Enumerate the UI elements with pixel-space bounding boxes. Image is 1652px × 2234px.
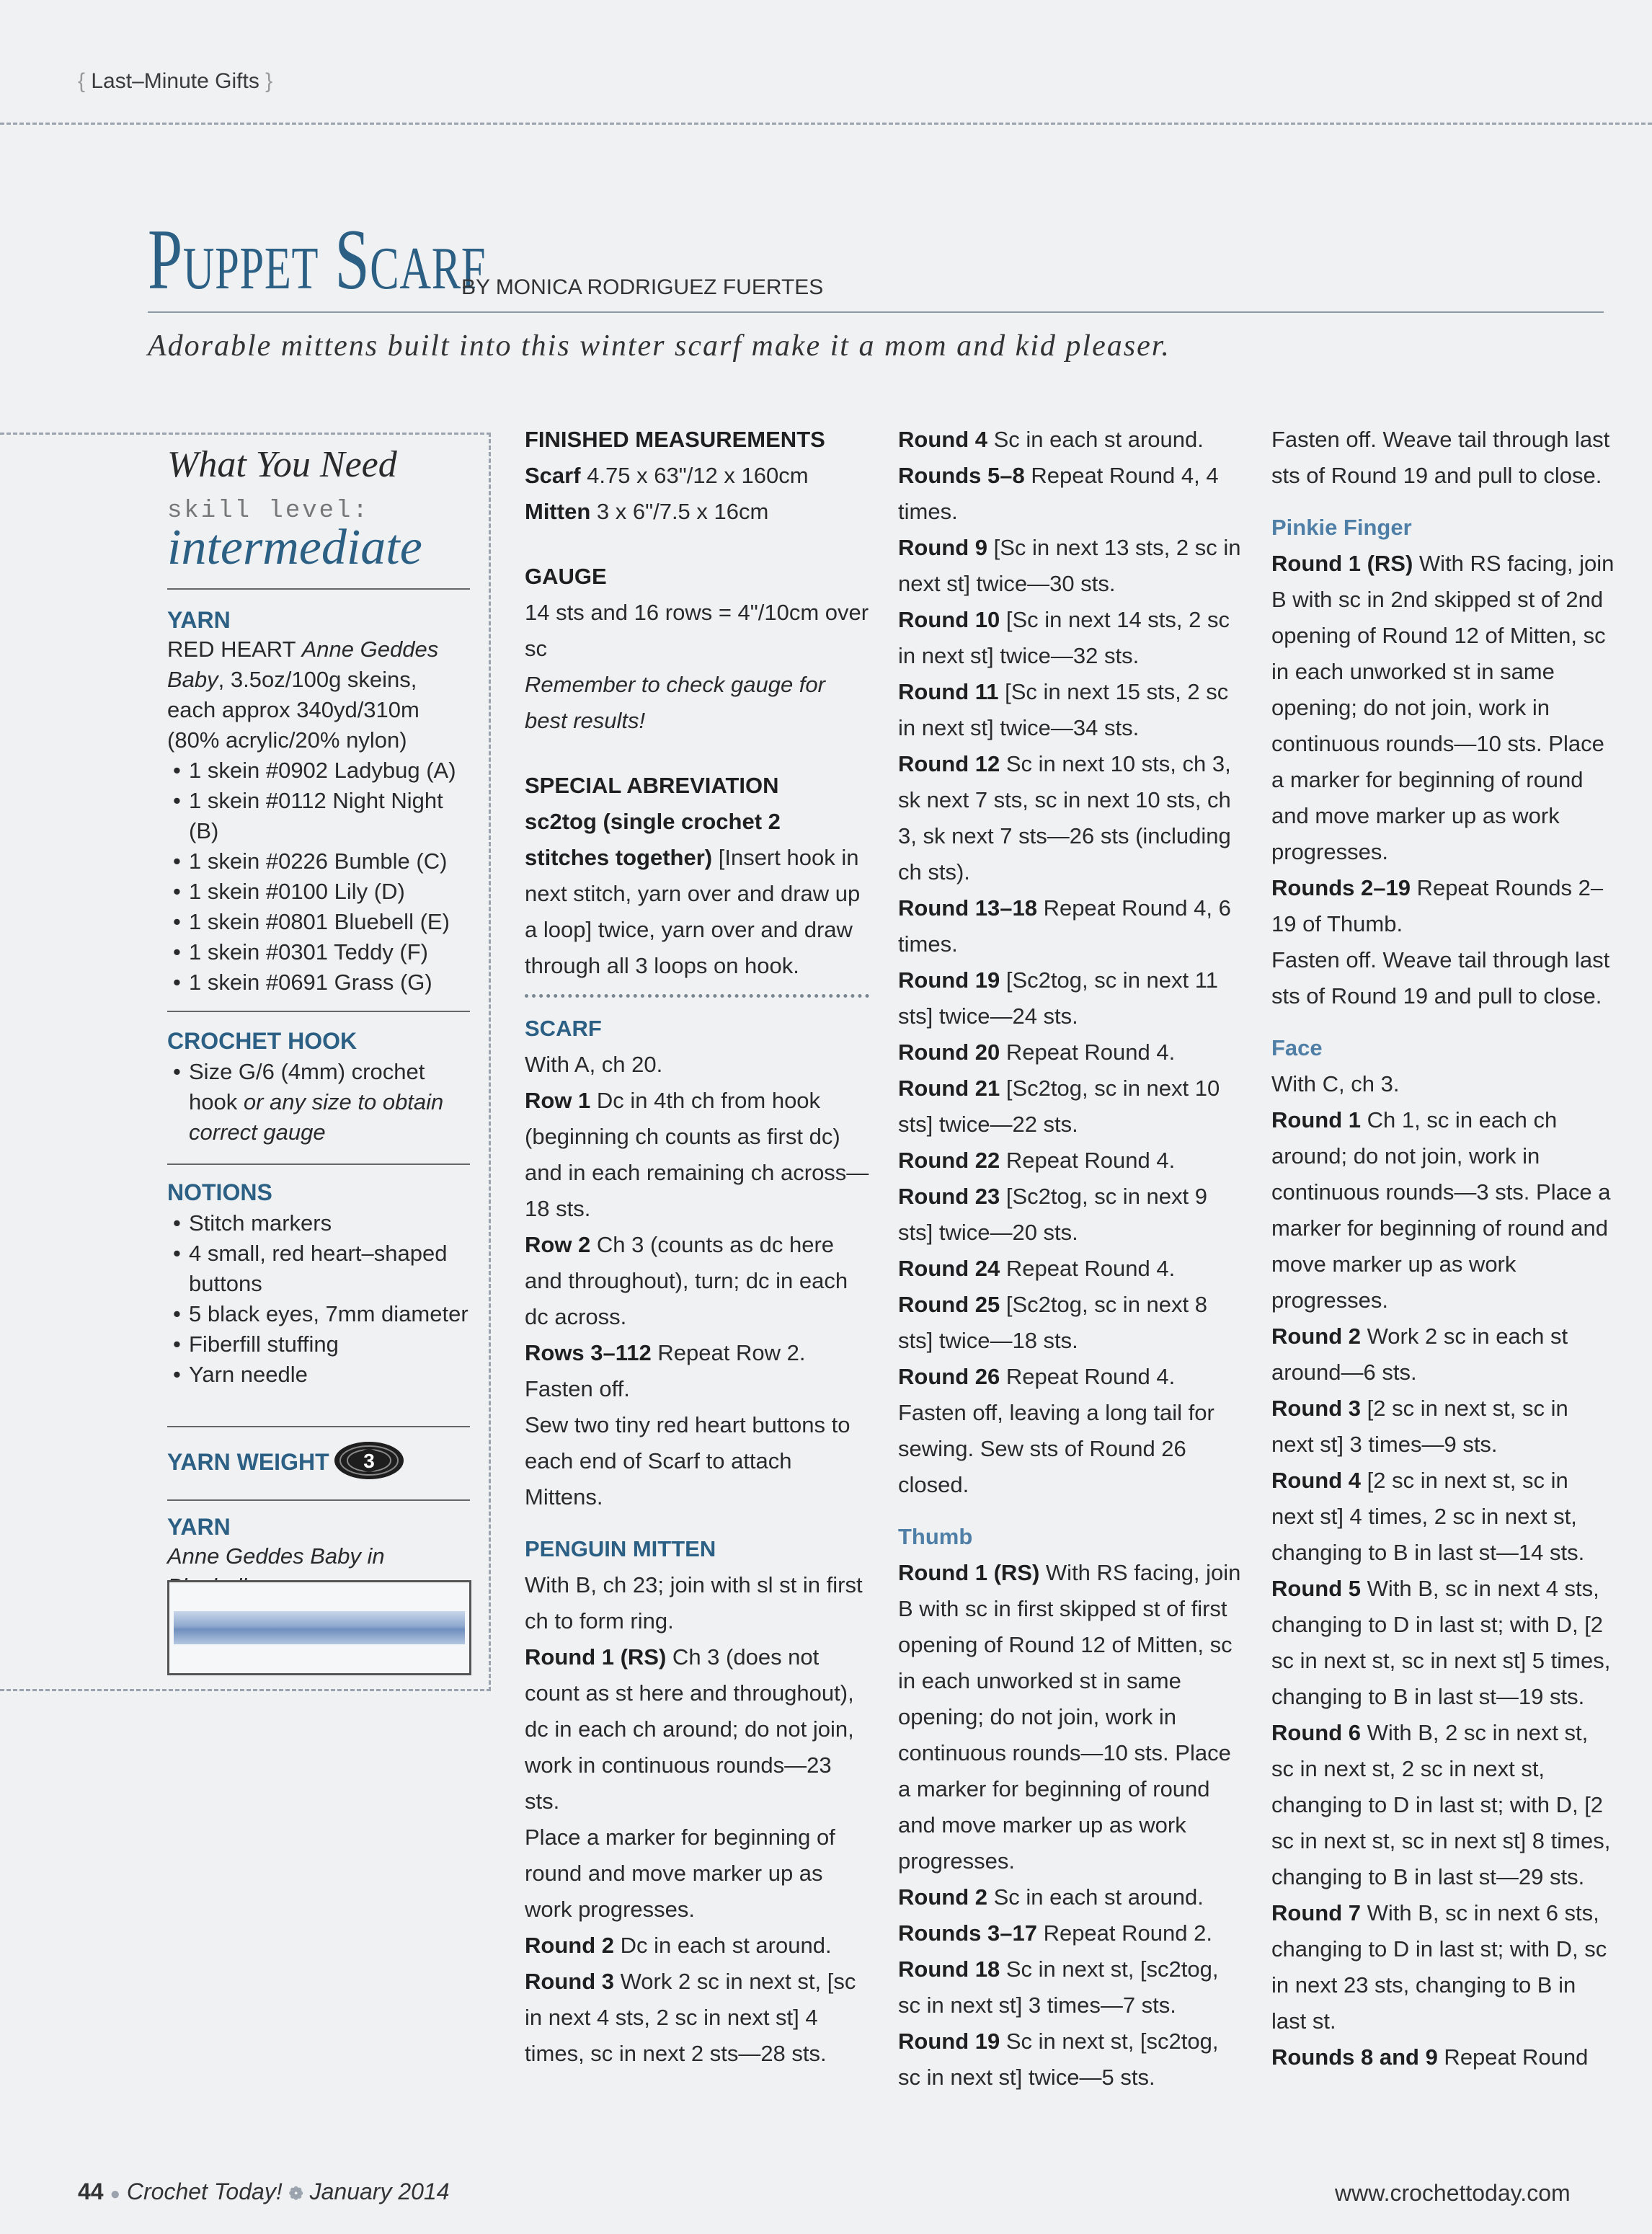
- list-item: • Yarn needle: [167, 1360, 470, 1390]
- hook-note: or any size to obtain correct gauge: [189, 1089, 444, 1145]
- section-name: Last–Minute Gifts: [91, 69, 259, 93]
- abbreviation-text: [525, 804, 869, 984]
- label: Round 5: [1271, 1576, 1361, 1601]
- label: Round 2: [1271, 1324, 1361, 1349]
- label: Round 1 (RS): [1271, 551, 1413, 576]
- instruction: [898, 1143, 1243, 1179]
- bullet-icon: ❁: [288, 2184, 303, 2204]
- list-item: • 1 skein #0226 Bumble (C): [167, 846, 470, 877]
- text: [Sc2tog, sc in next 8 sts] twice—18 sts.: [898, 1292, 1207, 1353]
- instruction: [525, 1964, 869, 2072]
- label: Rounds 2–19: [1271, 875, 1411, 900]
- swatch-caption: Anne Geddes Baby in: [167, 1543, 385, 1569]
- instruction: [525, 1928, 869, 1964]
- instruction: [898, 1915, 1243, 1951]
- instruction: [898, 962, 1243, 1034]
- fasten-off: Fasten off. Weave tail through last sts of Round 19 and pull to close.: [1271, 947, 1610, 1009]
- column-2: [898, 422, 1243, 2096]
- text: Dc in each st around.: [614, 1933, 832, 1958]
- text: With B, 2 sc in next st, sc in next st, 2 sc in next st, changing to D in last st; with D, [2 sc in next st, sc in next st] 8 times, changing to B in last st—29 sts.: [1271, 1720, 1611, 1889]
- text: [Sc in next 15 sts, 2 sc in next st] twice—34 sts.: [898, 679, 1229, 740]
- sidebar-rule: [167, 588, 470, 590]
- text: [Sc2tog, sc in next 11 sts] twice—24 sts.: [898, 967, 1218, 1029]
- text: Repeat Row 2.: [651, 1340, 806, 1365]
- text: Repeat Round 4.: [1000, 1148, 1176, 1173]
- fasten-off: Fasten off.: [525, 1376, 630, 1401]
- instruction: [1271, 1102, 1616, 1318]
- weight-heading: YARN WEIGHT: [167, 1449, 329, 1475]
- list-item: • Fiberfill stuffing: [167, 1329, 470, 1360]
- hook-heading: CROCHET HOOK: [167, 1028, 358, 1054]
- text: Repeat Round 4.: [1000, 1040, 1176, 1065]
- label: Round 2: [898, 1884, 987, 1910]
- list-item: • 1 skein #0112 Night Night (B): [167, 786, 470, 846]
- text: Ch 1, sc in each ch around; do not join, work in continuous rounds—3 sts. Place a marker for beginning of round and move marker up as work progresses.: [1271, 1107, 1611, 1313]
- gauge-note: Remember to check gauge for best results!: [525, 672, 825, 733]
- text: [2 sc in next st, sc in next st] 3 times—9 sts.: [1271, 1396, 1568, 1457]
- subtitle: Adorable mittens built into this winter scarf make it a mom and kid pleaser.: [148, 329, 1171, 363]
- yarn-swatch-strand: [174, 1611, 465, 1644]
- label: Round 1 (RS): [525, 1644, 667, 1670]
- label: Round 24: [898, 1256, 1000, 1281]
- label: Row 2: [525, 1232, 591, 1257]
- label: Round 4: [1271, 1468, 1361, 1493]
- text: With B, sc in next 4 sts, changing to D in last st; with D, [2 sc in next st, sc in next st] 5 times, changing to B in last st—19 sts.: [1271, 1576, 1611, 1709]
- sidebar-heading: What You Need: [167, 444, 397, 485]
- text: Sc in next st, [sc2tog, sc in next st] twice—5 sts.: [898, 2029, 1219, 2090]
- list-item: • 1 skein #0301 Teddy (F): [167, 937, 470, 967]
- instruction: [898, 602, 1243, 674]
- text: Repeat Round 2.: [1036, 1920, 1212, 1946]
- skill-value: intermediate: [167, 520, 422, 575]
- instruction: [1271, 1571, 1616, 1715]
- header-divider: [0, 123, 1652, 125]
- instruction: [898, 1359, 1243, 1395]
- yarn-weight-icon: [333, 1440, 405, 1481]
- list-item: [167, 1057, 470, 1148]
- text: Ch 3 (does not count as st here and throughout), dc in each ch around; do not join, work in continuous rounds—23 sts.: [525, 1644, 854, 1814]
- text: Repeat Rounds 2–19 of Thumb.: [1271, 875, 1604, 936]
- text: Repeat Round: [1437, 2044, 1589, 2070]
- scarf-start: With A, ch 20.: [525, 1052, 663, 1077]
- text: Sc in each st around.: [987, 1884, 1204, 1910]
- brace-open: {: [78, 69, 86, 93]
- yarn-desc-1: RED HEART: [167, 637, 302, 662]
- label: Round 19: [898, 967, 1000, 993]
- section-tag: [78, 69, 272, 94]
- label: Round 13–18: [898, 895, 1037, 921]
- instruction: [525, 1083, 869, 1227]
- text: Repeat Round 4, 6 times.: [898, 895, 1231, 957]
- text: [Sc2tog, sc in next 9 sts] twice—20 sts.: [898, 1184, 1207, 1245]
- title-rule: [148, 311, 1604, 313]
- instruction: [898, 1287, 1243, 1359]
- term: sc2tog (single crochet 2 stitches together): [525, 809, 781, 870]
- face-heading: Face: [1271, 1035, 1323, 1060]
- text: [Sc in next 13 sts, 2 sc in next st] twice—30 sts.: [898, 535, 1241, 596]
- notions-heading: NOTIONS: [167, 1179, 272, 1205]
- text: With RS facing, join B with sc in first skipped st of first opening of Round 12 of Mitten, sc in each unworked st in same opening; do not join, work in continuous rounds—10 sts. Place a marker for beginning of round and move marker up as work progresses.: [898, 1560, 1241, 1874]
- magazine-name: Crochet Today!: [126, 2178, 283, 2204]
- sidebar-rule: [167, 1499, 470, 1501]
- list-item: • Stitch markers: [167, 1208, 470, 1238]
- text: Dc in 4th ch from hook (beginning ch counts as first dc) and in each remaining ch across—18 sts.: [525, 1088, 869, 1221]
- yarn-description: [167, 634, 470, 755]
- instruction: [898, 1951, 1243, 2024]
- fasten-off: Fasten off. Weave tail through last sts of Round 19 and pull to close.: [1271, 427, 1610, 488]
- notions-list: [167, 1208, 470, 1390]
- text: With RS facing, join B with sc in 2nd skipped st of 2nd opening of Round 12 of Mitten, sc in each unworked st in same opening; do not join, work in continuous rounds—10 sts. Place a marker for beginning of round and move marker up as work progresses.: [1271, 551, 1615, 864]
- page-number: 44: [78, 2178, 104, 2204]
- finished-measurements-heading: FINISHED MEASUREMENTS: [525, 427, 825, 452]
- skill-label: skill level:: [167, 497, 370, 525]
- list-item: • 1 skein #0801 Bluebell (E): [167, 907, 470, 937]
- instruction: [1271, 1391, 1616, 1463]
- instruction: [898, 458, 1243, 530]
- instruction: [1271, 870, 1616, 942]
- instruction: [898, 530, 1243, 602]
- instruction: [1271, 1318, 1616, 1391]
- instruction: [898, 1251, 1243, 1287]
- sidebar-rule: [167, 1163, 470, 1165]
- instruction: [1271, 1895, 1616, 2039]
- abbreviation-heading: SPECIAL ABREVIATION: [525, 773, 779, 798]
- label: Round 4: [898, 427, 987, 452]
- label: Round 3: [1271, 1396, 1361, 1421]
- label: Round 2: [525, 1933, 614, 1958]
- text: [2 sc in next st, sc in next st] 4 times, 2 sc in next st, changing to B in last st—14 sts.: [1271, 1468, 1585, 1565]
- list-item: • 5 black eyes, 7mm diameter: [167, 1299, 470, 1329]
- swatch-heading: YARN: [167, 1514, 231, 1540]
- website-link[interactable]: www.crochettoday.com: [1335, 2180, 1571, 2206]
- yarn-heading: YARN: [167, 607, 231, 633]
- sidebar-rule: [167, 1426, 470, 1427]
- instruction: [898, 746, 1243, 890]
- text: [Sc2tog, sc in next 10 sts] twice—22 sts.: [898, 1076, 1220, 1137]
- yarn-swatch-image: [167, 1580, 471, 1675]
- label: Scarf: [525, 463, 581, 488]
- label: Round 23: [898, 1184, 1000, 1209]
- dotted-divider: [525, 994, 869, 998]
- gauge-text: 14 sts and 16 rows = 4"/10cm over sc: [525, 600, 869, 661]
- yarn-weight-value: 3: [363, 1450, 375, 1472]
- column-3: [1271, 422, 1616, 2075]
- text: With B, sc in next 6 sts, changing to D in last st; with D, sc in next 23 sts, changing to B in last st.: [1271, 1900, 1607, 2034]
- byline: BY MONICA RODRIGUEZ FUERTES: [461, 275, 824, 299]
- yarn-list: [167, 755, 470, 998]
- text: Sc in each st around.: [987, 427, 1204, 452]
- label: Row 1: [525, 1088, 591, 1113]
- instruction: [898, 1555, 1243, 1879]
- label: Rounds 5–8: [898, 463, 1025, 488]
- yarn-desc-2: , 3.5oz/100g skeins, each approx 340yd/310m (80% acrylic/20% nylon): [167, 667, 419, 753]
- text: Work 2 sc in each st around—6 sts.: [1271, 1324, 1568, 1385]
- mitten-start: With B, ch 23; join with sl st in first ch to form ring.: [525, 1572, 863, 1634]
- column-1: [525, 422, 869, 2072]
- label: Round 1 (RS): [898, 1560, 1040, 1585]
- marker-note: Place a marker for beginning of round and move marker up as work progresses.: [525, 1825, 835, 1922]
- label: Round 21: [898, 1076, 1000, 1101]
- penguin-mitten-heading: PENGUIN MITTEN: [525, 1536, 716, 1561]
- label: Round 19: [898, 2029, 1000, 2054]
- label: Round 22: [898, 1148, 1000, 1173]
- label: Round 26: [898, 1364, 1000, 1389]
- text: Sc in next 10 sts, ch 3, sk next 7 sts, sc in next 10 sts, ch 3, sk next 7 sts—26 sts (including ch sts).: [898, 751, 1231, 885]
- thumb-heading: Thumb: [898, 1524, 973, 1549]
- page-title: Puppet Scarf: [148, 211, 487, 307]
- label: Round 3: [525, 1969, 614, 1994]
- instruction: [525, 1227, 869, 1335]
- instruction: [898, 2024, 1243, 2096]
- scarf-size: [525, 458, 869, 494]
- hook-size: Size G/6 (4mm) crochet hook: [189, 1059, 425, 1114]
- bullet-icon: ●: [110, 2184, 120, 2204]
- instruction: [898, 1879, 1243, 1915]
- list-item: • 1 skein #0691 Grass (G): [167, 967, 470, 998]
- instruction: [898, 1071, 1243, 1143]
- text: Ch 3 (counts as dc here and throughout), turn; dc in each dc across.: [525, 1232, 848, 1329]
- text: [Sc in next 14 sts, 2 sc in next st] twice—32 sts.: [898, 607, 1230, 668]
- yarn-brand: Anne Geddes Baby: [167, 637, 439, 692]
- instruction: [525, 1639, 869, 1819]
- page-footer: [78, 2178, 450, 2205]
- instruction: [898, 422, 1243, 458]
- instruction: [1271, 2039, 1616, 2075]
- sidebar-rule: [167, 1011, 470, 1012]
- hook-list: [167, 1057, 470, 1148]
- instruction: [898, 1034, 1243, 1071]
- list-item: • 4 small, red heart–shaped buttons: [167, 1238, 470, 1299]
- scarf-heading: SCARF: [525, 1016, 602, 1041]
- label: Round 11: [898, 679, 999, 704]
- label: Rounds 8 and 9: [1271, 2044, 1438, 2070]
- instruction: [898, 674, 1243, 746]
- label: Round 18: [898, 1956, 1000, 1982]
- text: Repeat Round 4, 4 times.: [898, 463, 1219, 524]
- brace-close: }: [265, 69, 273, 93]
- text: Work 2 sc in next st, [sc in next 4 sts, 2 sc in next st] 4 times, sc in next 2 sts—28 sts.: [525, 1969, 856, 2066]
- label: Round 1: [1271, 1107, 1361, 1132]
- value: 3 x 6"/7.5 x 16cm: [590, 499, 769, 524]
- list-item: • 1 skein #0100 Lily (D): [167, 877, 470, 907]
- face-start: With C, ch 3.: [1271, 1071, 1400, 1096]
- label: Round 7: [1271, 1900, 1361, 1925]
- issue-date: January 2014: [309, 2178, 450, 2204]
- label: Round 9: [898, 535, 987, 560]
- list-item: • 1 skein #0902 Ladybug (A): [167, 755, 470, 786]
- label: Round 20: [898, 1040, 1000, 1065]
- gauge-heading: GAUGE: [525, 564, 607, 589]
- mitten-size: [525, 494, 869, 530]
- label: Round 10: [898, 607, 1000, 632]
- label: Round 6: [1271, 1720, 1361, 1745]
- label: Rounds 3–17: [898, 1920, 1037, 1946]
- sew-note: Sew two tiny red heart buttons to each end of Scarf to attach Mittens.: [525, 1412, 851, 1510]
- instruction: [1271, 546, 1616, 870]
- text: Repeat Round 4.: [1000, 1256, 1176, 1281]
- instruction: [1271, 1463, 1616, 1571]
- definition: [Insert hook in next stitch, yarn over and draw up a loop] twice, yarn over and draw through all 3 loops on hook.: [525, 845, 861, 978]
- pinkie-heading: Pinkie Finger: [1271, 515, 1412, 540]
- instruction: [1271, 1715, 1616, 1895]
- value: 4.75 x 63"/12 x 160cm: [580, 463, 809, 488]
- label: Round 25: [898, 1292, 1000, 1317]
- instruction: [525, 1335, 869, 1371]
- label: Round 12: [898, 751, 1000, 776]
- label: Rows 3–112: [525, 1340, 652, 1365]
- text: Repeat Round 4.: [1000, 1364, 1176, 1389]
- fasten-off: Fasten off, leaving a long tail for sewing. Sew sts of Round 26 closed.: [898, 1400, 1214, 1497]
- label: Mitten: [525, 499, 591, 524]
- instruction: [898, 1179, 1243, 1251]
- instruction: [898, 890, 1243, 962]
- text: Sc in next st, [sc2tog, sc in next st] 3 times—7 sts.: [898, 1956, 1219, 2018]
